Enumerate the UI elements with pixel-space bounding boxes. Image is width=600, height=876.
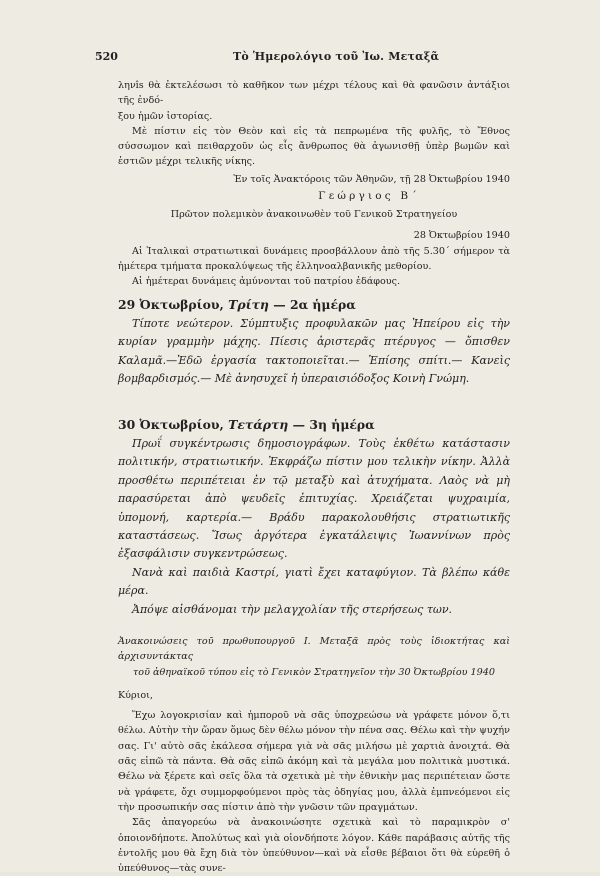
statements-heading-line-1: Ἀνακοινώσεις τοῦ πρωθυπουργοῦ Ι. Μεταξᾶ πρὸς τοὺς ἰδιοκτήτας καὶ ἀρχισυντάκτας	[118, 636, 510, 663]
running-title: Τὸ Ἡμερολόγιο τοῦ Ἰω. Μεταξᾶ	[233, 50, 440, 63]
communique-title: Πρῶτον πολεμικὸν ἀνακοινωθὲν τοῦ Γενικοῦ Στρατηγείου	[170, 209, 458, 220]
proclamation-place-date: Ἐν τοῖς Ἀνακτόροις τῶν Ἀθηνῶν, τῇ 28 Ὀκτωβρίου 1940	[233, 173, 510, 185]
entry-heading	[118, 296, 510, 314]
statements-paragraph-1: Ἔχω λογοκρισίαν καὶ ἠμποροῦ νὰ σᾶς ὑποχρεώσω νὰ γράφετε μόνον ὅ,τι θέλω. Αὐτὴν τὴν ὥραν ὅμως δὲν θέλω μόνον τὴν πένα σας. Θέλω καὶ τὴν ψυχήν σας. Γι' αὐτὸ σᾶς ἐκάλεσα σήμερα γιὰ νὰ σᾶς μιλήσω μὲ χαρτιὰ ἀνοιχτά. Θὰ σᾶς εἰπῶ τὰ πάντα. Θὰ σᾶς εἰπῶ ἀκόμη καὶ τὰ μεγάλα μου πολιτικὰ μυστικά. Θέλω νὰ ξέρετε καὶ σεῖς ὅλα τὰ σχετικὰ μὲ τὴν ἐθνικὴν μας περιπέτειαν ὥστε νὰ γράφετε, ὄχι συμμορφούμενοι πρὸς τὰς ὁδηγίας μου, ἀλλὰ ἐμπνεόμενοι εἰς τὴν προσωπικήν σας πίστιν ἀπὸ τὴν γνῶσιν τῶν πραγμάτων.	[118, 710, 510, 813]
communique	[118, 207, 510, 289]
proclamation-paragraph: Μὲ πίστιν εἰς τὸν Θεὸν καὶ εἰς τὰ πεπρωμένα τῆς φυλῆς, τὸ Ἔθνος σύσσωμον καὶ πειθαρχοῦν ὡς εἷς ἄνθρωπος θὰ ἀγωνισθῇ ὑπὲρ βωμῶν καὶ ἑστιῶν μέχρι τελικῆς νίκης.	[118, 125, 510, 168]
proclamation-line-1: ληνîs θὰ ἐκτελέσωσι τὸ καθῆκον των μέχρι τέλους καὶ θὰ φανῶσιν ἀντάξιοι τῆς ἐνδό-	[118, 80, 510, 107]
entry-day-count: — 3η ἡμέρα	[292, 417, 375, 432]
proclamation-line-2: ξου ἡμῶν ἱστορίας.	[118, 110, 213, 122]
communique-paragraph-2: Αἱ ἡμέτεραι δυνάμεις ἀμύνονται τοῦ πατρίου ἐδάφους.	[132, 276, 401, 288]
entry-paragraph-1: Πρωΐ συγκέντρωσις δημοσιογράφων. Τοὺς ἐκθέτω κατάστασιν πολιτικήν, στρατιωτικήν. Ἐκφράζω πίστιν μου τελικὴν νίκην. Ἀλλὰ προσθέτω περιπέτειαι ἐν τῷ μεταξὺ καὶ ἀτυχήματα. Λαὸς νὰ μὴ παρασύρεται ἀπὸ ψευδεῖς ἐπιτυχίας. Χρειάζεται ψυχραιμία, ὑπομονή, καρτερία.— Βράδυ παρακολουθήσις στρατιωτικῆς καταστάσεως. Ἴσως ἀργότερα ἐγκατάλειψις Ἰωαννίνων πρὸς ἐξασφάλισιν συγκεντρώσεως.	[118, 437, 510, 561]
page-header	[95, 50, 515, 66]
entry-paragraph-2: Νανὰ καὶ παιδιὰ Καστρί, γιατὶ ἔχει καταφύγιον. Τὰ βλέπω κάθε μέρα.	[118, 565, 510, 598]
page-number: 520	[95, 50, 118, 63]
diary-entry-29-october	[118, 296, 510, 389]
entry-heading	[118, 416, 510, 434]
entry-paragraph-3: Ἀπόψε αἰσθάνομαι τὴν μελαγχολίαν τῆς στερήσεως των.	[132, 602, 453, 616]
statements-heading-line-2: τοῦ ἀθηναϊκοῦ τύπου εἰς τὸ Γενικὸν Στρατηγεῖον τὴν 30 Ὀκτωβρίου 1940	[133, 666, 495, 678]
communique-paragraph-1: Αἱ Ἰταλικαὶ στρατιωτικαὶ δυνάμεις προσβάλλουν ἀπὸ τῆς 5.30΄ σήμερον τὰ ἡμέτερα τμήματα προκαλύψεως τῆς ἑλληνοαλβανικῆς μεθορίου.	[118, 245, 510, 272]
entry-day-count: — 2α ἡμέρα	[273, 297, 356, 312]
diary-entry-30-october	[118, 416, 510, 619]
statements-paragraph-2: Σᾶς ἀπαγορεύω νὰ ἀνακοινώσητε σχετικὰ καὶ τὸ παραμικρὸν σ' ὁποιονδήποτε. Ἀπολύτως καὶ γιὰ οἱονδήποτε λόγον. Κάθε παράβασις αὐτῆς τῆς ἐντολῆς μου θὰ ἔχη διὰ τὸν ὑπεύθυνον—καὶ νὰ εἶσθε βέβαιοι ὅτι θὰ εὑρεθῆ ὁ ὑπεύθυνος—τὰς συνε-	[118, 817, 510, 875]
proclamation-signature: Γεώργιος Β΄	[318, 190, 420, 203]
press-statements	[118, 634, 510, 876]
entry-text: Τίποτε νεώτερον. Σύμπτυξις προφυλακῶν μας Ἠπείρου εἰς τὴν κυρίαν γραμμὴν μάχης. Πίεσις ἀριστερᾶς πτέρυγος — ὄπισθεν Καλαμᾶ.—Ἐδῶ ἐργασία τακτοποιεῖται.— Ἐπίσης σπίτι.— Κανεὶς βομβαρδισμός.— Μὲ ἀνησυχεῖ ἡ ὑπεραισιόδοξος Κοινὴ Γνώμη.	[118, 317, 510, 386]
entry-date: 30 Ὀκτωβρίου,	[118, 417, 224, 432]
entry-weekday: Τετάρτη	[228, 417, 289, 432]
entry-weekday: Τρίτη	[228, 297, 269, 312]
proclamation	[118, 78, 510, 204]
statements-salutation: Κύριοι,	[118, 689, 153, 701]
entry-date: 29 Ὀκτωβρίου,	[118, 297, 224, 312]
communique-date: 28 Ὀκτωβρίου 1940	[413, 230, 510, 242]
